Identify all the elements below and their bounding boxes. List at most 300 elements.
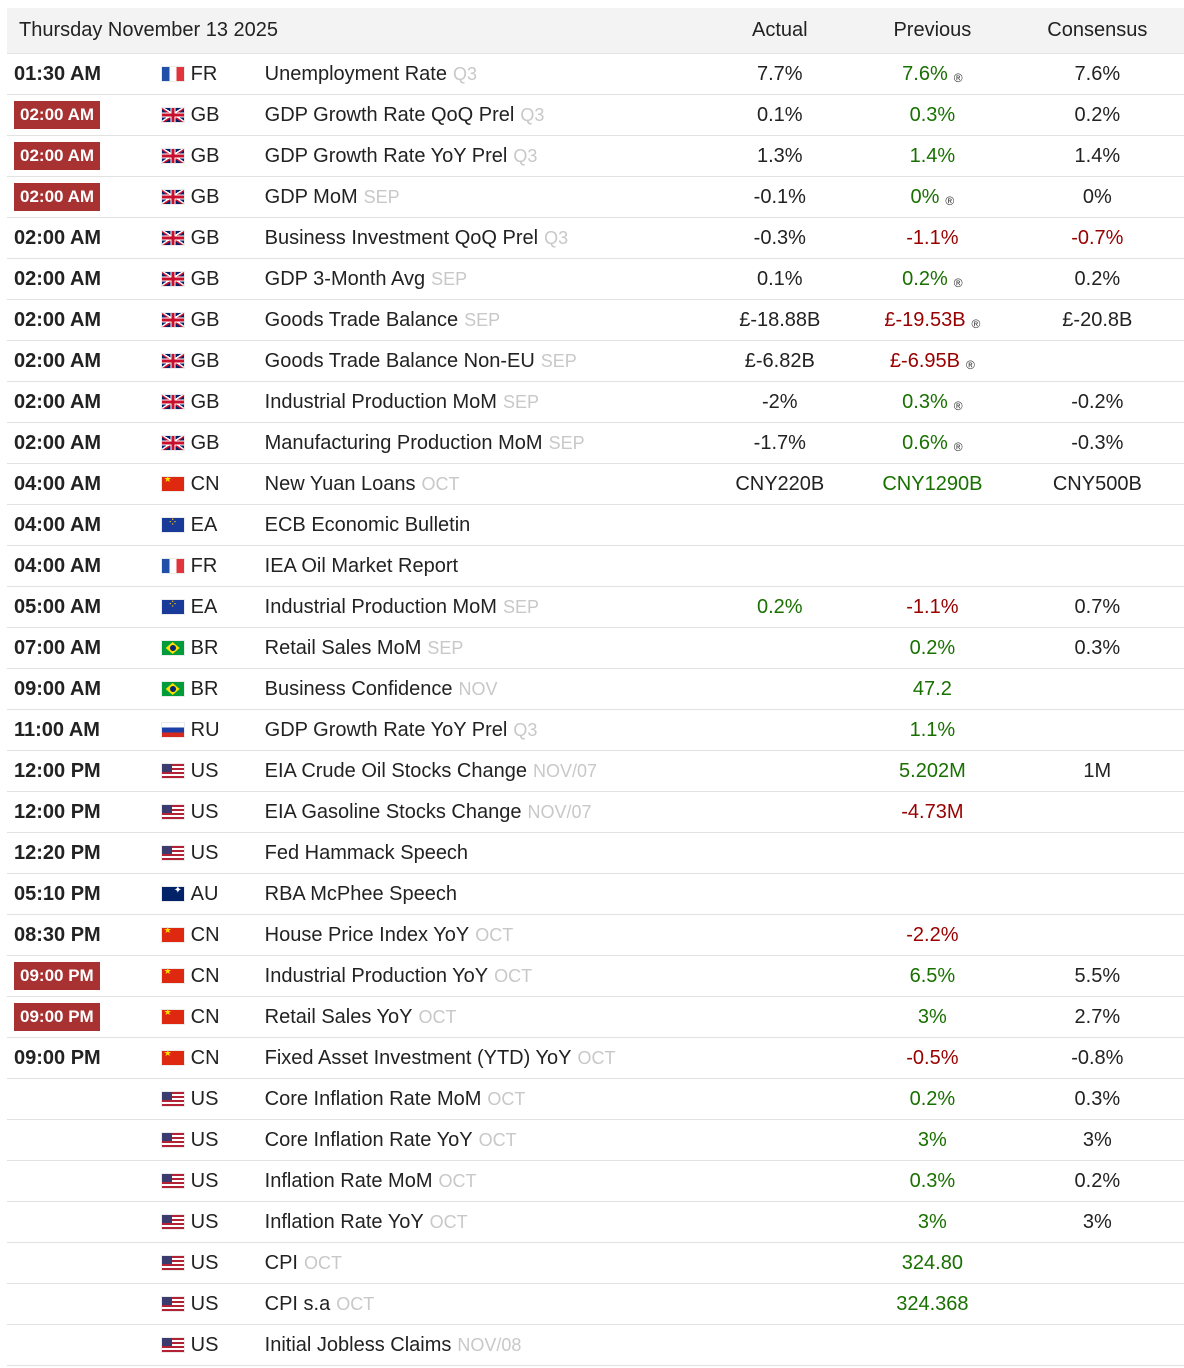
- event-time: 02:00 AM: [14, 308, 102, 331]
- event-name-link[interactable]: ECB Economic Bulletin: [264, 513, 471, 536]
- event-time: 02:00 AM: [14, 267, 102, 290]
- event-cell: [265, 637, 706, 660]
- table-row[interactable]: [7, 1038, 1184, 1079]
- country-code[interactable]: US: [190, 800, 219, 823]
- event-name-link[interactable]: Industrial Production MoM: [264, 595, 497, 618]
- event-name-link[interactable]: Fixed Asset Investment (YTD) YoY: [264, 1046, 572, 1069]
- event-cell: [265, 1252, 706, 1275]
- event-name-link[interactable]: Initial Jobless Claims: [264, 1333, 452, 1356]
- country-cell: [161, 227, 265, 250]
- flag-gb-icon: [162, 149, 184, 163]
- event-time-cell: [7, 350, 161, 373]
- previous-value: 3%: [917, 1210, 947, 1233]
- flag-cn-icon: [162, 477, 184, 491]
- event-name-link[interactable]: Inflation Rate MoM: [264, 1169, 433, 1192]
- country-code[interactable]: GB: [190, 390, 220, 413]
- flag-ru-icon: [162, 723, 184, 737]
- event-name-link[interactable]: IEA Oil Market Report: [264, 554, 459, 577]
- table-row[interactable]: [7, 464, 1184, 505]
- event-time: 05:10 PM: [14, 882, 101, 905]
- country-cell: [161, 1334, 265, 1357]
- event-cell: [265, 473, 706, 496]
- event-cell: [265, 842, 706, 865]
- country-cell: [161, 924, 265, 947]
- previous-value: -0.5%: [906, 1046, 959, 1069]
- actual-column-header[interactable]: Actual: [752, 19, 808, 41]
- table-row[interactable]: [7, 423, 1184, 464]
- flag-br-icon: [162, 641, 184, 655]
- country-code[interactable]: US: [190, 759, 219, 782]
- event-name-link[interactable]: EIA Crude Oil Stocks Change: [264, 759, 527, 782]
- event-time-highlight: 09:00 PM: [14, 962, 100, 990]
- country-cell: [161, 1211, 265, 1234]
- country-code[interactable]: BR: [190, 636, 219, 659]
- event-time: 12:00 PM: [14, 800, 101, 823]
- table-row[interactable]: [7, 95, 1184, 136]
- previous-cell: [854, 801, 1011, 824]
- flag-br-icon: [162, 682, 184, 696]
- country-code[interactable]: GB: [190, 103, 220, 126]
- country-cell: [161, 268, 265, 291]
- actual-value: £-6.82B: [744, 349, 815, 372]
- country-code[interactable]: CN: [190, 1046, 220, 1069]
- consensus-column-header[interactable]: Consensus: [1047, 19, 1148, 41]
- country-cell: [161, 63, 265, 86]
- previous-value: £-19.53B: [884, 308, 966, 331]
- revised-icon[interactable]: ®: [965, 357, 975, 372]
- country-code[interactable]: US: [190, 841, 219, 864]
- event-name-link[interactable]: Retail Sales YoY: [264, 1005, 413, 1028]
- reference-period: Q3: [513, 145, 538, 166]
- reference-period: NOV: [458, 678, 498, 699]
- flag-cn-icon: [162, 969, 184, 983]
- flag-us-icon: [162, 1338, 184, 1352]
- event-cell: [265, 1047, 706, 1070]
- event-time-cell: [7, 268, 161, 291]
- event-time: 12:20 PM: [14, 841, 101, 864]
- event-time: 01:30 AM: [14, 62, 102, 85]
- country-code[interactable]: RU: [190, 718, 220, 741]
- country-code[interactable]: CN: [190, 923, 220, 946]
- country-cell: [161, 432, 265, 455]
- country-code[interactable]: US: [190, 1210, 219, 1233]
- table-row[interactable]: [7, 792, 1184, 833]
- consensus-value: -0.8%: [1071, 1046, 1124, 1069]
- previous-cell: [854, 104, 1011, 127]
- table-row[interactable]: [7, 628, 1184, 669]
- previous-value: 0.6%: [902, 431, 948, 454]
- consensus-value: 0.2%: [1074, 1169, 1121, 1192]
- event-time-cell: [7, 719, 161, 742]
- table-row[interactable]: [7, 833, 1184, 874]
- reference-period: Q3: [452, 63, 477, 84]
- previous-value: 324.368: [896, 1292, 969, 1315]
- event-name-link[interactable]: Core Inflation Rate YoY: [264, 1128, 473, 1151]
- revised-icon[interactable]: ®: [953, 439, 963, 454]
- previous-cell: [854, 924, 1011, 947]
- country-cell: [161, 719, 265, 742]
- previous-cell: [854, 1252, 1011, 1275]
- table-row[interactable]: [7, 341, 1184, 382]
- date-heading: Thursday November 13 2025: [19, 19, 279, 41]
- event-time: 02:00 AM: [14, 226, 102, 249]
- previous-value: -1.1%: [906, 595, 959, 618]
- event-name-link[interactable]: Unemployment Rate: [264, 62, 447, 85]
- event-name-link[interactable]: Goods Trade Balance: [264, 308, 459, 331]
- country-code[interactable]: FR: [190, 62, 218, 85]
- country-cell: [161, 801, 265, 824]
- table-row[interactable]: [7, 710, 1184, 751]
- country-code[interactable]: AU: [190, 882, 219, 905]
- event-time-cell: [7, 883, 161, 906]
- flag-us-icon: [162, 1215, 184, 1229]
- consensus-value: 0.7%: [1074, 595, 1121, 618]
- event-time-cell: [7, 142, 161, 170]
- consensus-value: CNY500B: [1052, 472, 1142, 495]
- event-time: 05:00 AM: [14, 595, 102, 618]
- event-time: 08:30 PM: [14, 923, 101, 946]
- event-cell: [265, 1129, 706, 1152]
- flag-gb-icon: [162, 436, 184, 450]
- revised-icon[interactable]: ®: [953, 398, 963, 413]
- previous-cell: [854, 596, 1011, 619]
- event-time-cell: [7, 760, 161, 783]
- consensus-value: 1.4%: [1074, 144, 1121, 167]
- country-cell: [161, 350, 265, 373]
- event-cell: [265, 924, 706, 947]
- table-row[interactable]: [7, 259, 1184, 300]
- event-time-highlight: 02:00 AM: [14, 183, 100, 211]
- consensus-value: 2.7%: [1074, 1005, 1121, 1028]
- event-cell: [265, 350, 706, 373]
- previous-cell: [854, 1047, 1011, 1070]
- event-time-cell: [7, 1047, 161, 1070]
- reference-period: SEP: [464, 309, 501, 330]
- flag-us-icon: [162, 1297, 184, 1311]
- reference-period: SEP: [502, 391, 539, 412]
- event-time-cell: [7, 432, 161, 455]
- actual-value: 7.7%: [757, 62, 803, 85]
- event-name-link[interactable]: Inflation Rate YoY: [264, 1210, 424, 1233]
- previous-value: £-6.95B: [889, 349, 960, 372]
- table-row[interactable]: [7, 997, 1184, 1038]
- event-time: 02:00 AM: [14, 431, 102, 454]
- previous-column-header[interactable]: Previous: [893, 19, 972, 41]
- country-cell: [161, 1252, 265, 1275]
- reference-period: NOV/08: [457, 1334, 522, 1355]
- event-time-cell: [7, 637, 161, 660]
- event-name-link[interactable]: CPI s.a: [264, 1292, 331, 1315]
- actual-value: £-18.88B: [739, 308, 821, 331]
- previous-value: 3%: [917, 1128, 947, 1151]
- economic-calendar: [7, 8, 1184, 1366]
- country-code[interactable]: FR: [190, 554, 218, 577]
- event-name-link[interactable]: GDP Growth Rate YoY Prel: [264, 718, 508, 741]
- country-code[interactable]: US: [190, 1251, 219, 1274]
- event-time-cell: [7, 183, 161, 211]
- reference-period: SEP: [540, 350, 577, 371]
- country-code[interactable]: GB: [190, 267, 220, 290]
- event-time-cell: [7, 842, 161, 865]
- actual-value: 0.1%: [757, 267, 803, 290]
- event-time: 11:00 AM: [14, 718, 100, 741]
- reference-period: OCT: [475, 924, 514, 945]
- event-cell: [265, 309, 706, 332]
- table-row[interactable]: [7, 177, 1184, 218]
- table-row[interactable]: [7, 1284, 1184, 1325]
- previous-cell: [854, 186, 1011, 209]
- table-row[interactable]: [7, 669, 1184, 710]
- event-time-cell: [7, 391, 161, 414]
- event-name-link[interactable]: Business Confidence: [264, 677, 453, 700]
- reference-period: OCT: [478, 1129, 517, 1150]
- event-time: 07:00 AM: [14, 636, 102, 659]
- event-name-link[interactable]: EIA Gasoline Stocks Change: [264, 800, 522, 823]
- reference-period: OCT: [494, 965, 533, 986]
- table-row[interactable]: [7, 546, 1184, 587]
- flag-cn-icon: [162, 928, 184, 942]
- table-row[interactable]: [7, 956, 1184, 997]
- event-time-highlight: 02:00 AM: [14, 101, 100, 129]
- flag-cn-icon: [162, 1010, 184, 1024]
- event-name-link[interactable]: Fed Hammack Speech: [264, 841, 469, 864]
- country-cell: [161, 104, 265, 127]
- actual-value: 1.3%: [757, 144, 803, 167]
- table-row[interactable]: [7, 505, 1184, 546]
- event-cell: [265, 1293, 706, 1316]
- table-row[interactable]: [7, 587, 1184, 628]
- country-code[interactable]: GB: [190, 431, 220, 454]
- previous-cell: [854, 63, 1011, 86]
- reference-period: OCT: [577, 1047, 616, 1068]
- reference-period: Q3: [520, 104, 545, 125]
- flag-gb-icon: [162, 108, 184, 122]
- actual-value: -0.1%: [753, 185, 806, 208]
- event-time: 09:00 PM: [14, 1046, 101, 1069]
- previous-value: 1.1%: [909, 718, 956, 741]
- revised-icon[interactable]: ®: [953, 70, 963, 85]
- consensus-value: 0.3%: [1074, 1087, 1121, 1110]
- event-cell: [265, 145, 706, 168]
- reference-period: Q3: [544, 227, 569, 248]
- reference-period: NOV/07: [533, 760, 598, 781]
- event-cell: [265, 801, 706, 824]
- table-row[interactable]: [7, 1325, 1184, 1366]
- event-cell: [265, 883, 706, 906]
- event-cell: [265, 1088, 706, 1111]
- revised-icon[interactable]: ®: [971, 316, 981, 331]
- reference-period: SEP: [502, 596, 539, 617]
- table-row[interactable]: [7, 1202, 1184, 1243]
- table-row[interactable]: [7, 751, 1184, 792]
- event-name-link[interactable]: Retail Sales MoM: [264, 636, 422, 659]
- country-cell: [161, 596, 265, 619]
- country-cell: [161, 186, 265, 209]
- table-row[interactable]: [7, 218, 1184, 259]
- previous-cell: [854, 678, 1011, 701]
- reference-period: OCT: [487, 1088, 526, 1109]
- flag-us-icon: [162, 1092, 184, 1106]
- previous-value: 1.4%: [909, 144, 956, 167]
- table-row[interactable]: [7, 1120, 1184, 1161]
- revised-icon[interactable]: ®: [953, 275, 963, 290]
- previous-cell: [854, 760, 1011, 783]
- event-cell: [265, 186, 706, 209]
- flag-ea-icon: [162, 518, 184, 532]
- country-code[interactable]: GB: [190, 185, 220, 208]
- reference-period: OCT: [421, 473, 460, 494]
- table-row[interactable]: [7, 382, 1184, 423]
- reference-period: SEP: [431, 268, 468, 289]
- event-time-cell: [7, 514, 161, 537]
- event-name-link[interactable]: Industrial Production YoY: [264, 964, 489, 987]
- consensus-value: £-20.8B: [1062, 308, 1133, 331]
- event-time: 04:00 AM: [14, 513, 102, 536]
- previous-value: 324.80: [901, 1251, 963, 1274]
- event-name-link[interactable]: Goods Trade Balance Non-EU: [264, 349, 535, 372]
- reference-period: OCT: [303, 1252, 342, 1273]
- country-code[interactable]: CN: [190, 1005, 220, 1028]
- consensus-value: -0.3%: [1071, 431, 1124, 454]
- consensus-value: 0%: [1082, 185, 1112, 208]
- consensus-value: 3%: [1082, 1210, 1112, 1233]
- table-row[interactable]: [7, 300, 1184, 341]
- country-code[interactable]: GB: [190, 349, 220, 372]
- event-name-link[interactable]: GDP Growth Rate YoY Prel: [264, 144, 508, 167]
- country-cell: [161, 883, 265, 906]
- previous-cell: [854, 719, 1011, 742]
- event-cell: [265, 678, 706, 701]
- event-name-link[interactable]: Manufacturing Production MoM: [264, 431, 543, 454]
- event-name-link[interactable]: GDP 3-Month Avg: [264, 267, 426, 290]
- country-cell: [161, 145, 265, 168]
- reference-period: OCT: [336, 1293, 375, 1314]
- event-cell: [265, 965, 706, 988]
- event-cell: [265, 596, 706, 619]
- previous-value: 7.6%: [902, 62, 948, 85]
- country-code[interactable]: EA: [190, 513, 218, 536]
- country-code[interactable]: GB: [190, 226, 220, 249]
- event-time: 02:00 AM: [14, 390, 102, 413]
- flag-us-icon: [162, 1133, 184, 1147]
- event-time-cell: [7, 962, 161, 990]
- event-time-cell: [7, 101, 161, 129]
- flag-gb-icon: [162, 354, 184, 368]
- event-name-link[interactable]: Core Inflation Rate MoM: [264, 1087, 482, 1110]
- country-code[interactable]: EA: [190, 595, 218, 618]
- table-row[interactable]: [7, 874, 1184, 915]
- previous-value: 3%: [917, 1005, 947, 1028]
- flag-fr-icon: [162, 67, 184, 81]
- flag-ea-icon: [162, 600, 184, 614]
- table-row[interactable]: [7, 1161, 1184, 1202]
- country-cell: [161, 965, 265, 988]
- country-code[interactable]: US: [190, 1087, 219, 1110]
- country-code[interactable]: US: [190, 1169, 219, 1192]
- previous-value: 47.2: [912, 677, 952, 700]
- country-cell: [161, 1170, 265, 1193]
- country-cell: [161, 842, 265, 865]
- event-cell: [265, 104, 706, 127]
- table-row[interactable]: [7, 1243, 1184, 1284]
- event-time-cell: [7, 227, 161, 250]
- country-cell: [161, 555, 265, 578]
- event-name-link[interactable]: GDP Growth Rate QoQ Prel: [264, 103, 515, 126]
- actual-value: -2%: [762, 390, 798, 413]
- consensus-value: 0.2%: [1074, 267, 1121, 290]
- country-cell: [161, 637, 265, 660]
- event-cell: [265, 432, 706, 455]
- actual-value: 0.1%: [757, 103, 803, 126]
- previous-cell: [854, 268, 1011, 291]
- event-time-cell: [7, 924, 161, 947]
- consensus-value: 1M: [1083, 759, 1112, 782]
- event-cell: [265, 268, 706, 291]
- reference-period: OCT: [438, 1170, 477, 1191]
- country-cell: [161, 391, 265, 414]
- table-row[interactable]: [7, 1079, 1184, 1120]
- previous-value: -1.1%: [906, 226, 959, 249]
- revised-icon[interactable]: ®: [945, 193, 955, 208]
- event-cell: [265, 719, 706, 742]
- country-code[interactable]: CN: [190, 964, 220, 987]
- country-code[interactable]: BR: [190, 677, 219, 700]
- reference-period: OCT: [418, 1006, 457, 1027]
- flag-cn-icon: [162, 1051, 184, 1065]
- country-code[interactable]: GB: [190, 144, 220, 167]
- actual-value: -1.7%: [753, 431, 806, 454]
- flag-us-icon: [162, 1174, 184, 1188]
- previous-cell: [854, 473, 1011, 496]
- table-row[interactable]: [7, 54, 1184, 95]
- event-name-link[interactable]: RBA McPhee Speech: [264, 882, 457, 905]
- previous-value: 5.202M: [899, 759, 966, 782]
- country-code[interactable]: US: [190, 1333, 219, 1356]
- event-time-cell: [7, 309, 161, 332]
- consensus-value: 3%: [1082, 1128, 1112, 1151]
- country-code[interactable]: US: [190, 1292, 219, 1315]
- previous-value: CNY1290B: [882, 472, 983, 495]
- table-row[interactable]: [7, 915, 1184, 956]
- flag-gb-icon: [162, 395, 184, 409]
- event-name-link[interactable]: House Price Index YoY: [264, 923, 470, 946]
- reference-period: SEP: [548, 432, 585, 453]
- event-name-link[interactable]: GDP MoM: [264, 185, 358, 208]
- previous-value: 0.3%: [909, 103, 956, 126]
- event-name-link[interactable]: New Yuan Loans: [264, 472, 416, 495]
- event-name-link[interactable]: Industrial Production MoM: [264, 390, 497, 413]
- previous-cell: [854, 1211, 1011, 1234]
- country-code[interactable]: GB: [190, 308, 220, 331]
- calendar-rows: [7, 54, 1184, 1366]
- previous-value: 6.5%: [909, 964, 956, 987]
- previous-cell: [854, 145, 1011, 168]
- event-name-link[interactable]: CPI: [264, 1251, 298, 1274]
- event-cell: [265, 555, 706, 578]
- event-time: 09:00 AM: [14, 677, 102, 700]
- previous-value: -4.73M: [901, 800, 964, 823]
- previous-value: 0.2%: [909, 636, 956, 659]
- flag-us-icon: [162, 1256, 184, 1270]
- event-time: 04:00 AM: [14, 472, 102, 495]
- event-name-link[interactable]: Business Investment QoQ Prel: [264, 226, 539, 249]
- previous-cell: [854, 309, 1011, 332]
- reference-period: Q3: [513, 719, 538, 740]
- country-code[interactable]: CN: [190, 472, 220, 495]
- previous-value: 0.2%: [909, 1087, 956, 1110]
- table-row[interactable]: [7, 136, 1184, 177]
- country-code[interactable]: US: [190, 1128, 219, 1151]
